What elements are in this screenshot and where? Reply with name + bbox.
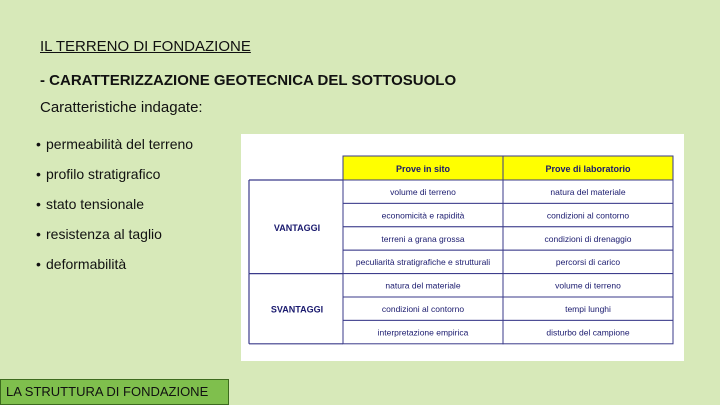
cell-in-sito: volume di terreno — [390, 187, 456, 197]
cell-laboratorio: volume di terreno — [555, 280, 621, 291]
footer-label: LA STRUTTURA DI FONDAZIONE — [0, 379, 229, 405]
cell-in-sito: natura del materiale — [385, 280, 461, 291]
bullet-item: • deformabilità — [36, 252, 193, 282]
header-prove-di-laboratorio: Prove di laboratorio — [545, 164, 631, 174]
cell-laboratorio: disturbo del campione — [546, 327, 630, 338]
bullet-icon: • — [36, 256, 41, 272]
cell-laboratorio: percorsi di carico — [555, 257, 621, 268]
cell-in-sito: terreni a grana grossa — [381, 233, 465, 244]
bullet-icon: • — [36, 196, 41, 212]
bullet-icon: • — [36, 166, 41, 182]
group-label-svantaggi: SVANTAGGI — [270, 304, 324, 315]
cell-laboratorio: condizioni al contorno — [546, 210, 630, 221]
bullet-item: • permeabilità del terreno — [36, 132, 193, 162]
cell-in-sito: economicità e rapidità — [381, 210, 465, 221]
comparison-table — [241, 134, 684, 361]
bullet-icon: • — [36, 136, 41, 152]
cell-laboratorio: natura del materiale — [550, 187, 626, 197]
cell-laboratorio: tempi lunghi — [565, 304, 611, 314]
slide-subtitle: - CARATTERIZZAZIONE GEOTECNICA DEL SOTTOSUOLO — [40, 72, 457, 89]
bullet-item: • stato tensionale — [36, 192, 193, 222]
intro-text: Caratteristiche indagate: — [40, 99, 203, 116]
bullet-icon: • — [36, 226, 41, 242]
bullet-item: • profilo stratigrafico — [36, 162, 193, 192]
bullet-list — [36, 132, 193, 282]
comparison-table-graphic — [241, 134, 684, 361]
cell-in-sito: peculiarità stratigrafiche e strutturali — [355, 257, 491, 268]
header-prove-in-sito: Prove in sito — [395, 164, 451, 174]
cell-in-sito: condizioni al contorno — [381, 304, 465, 314]
cell-in-sito: interpretazione empirica — [377, 327, 469, 338]
cell-laboratorio: condizioni di drenaggio — [544, 233, 632, 244]
group-label-vantaggi: VANTAGGI — [273, 222, 321, 233]
slide-title: IL TERRENO DI FONDAZIONE — [40, 38, 251, 55]
bullet-item: • resistenza al taglio — [36, 222, 193, 252]
